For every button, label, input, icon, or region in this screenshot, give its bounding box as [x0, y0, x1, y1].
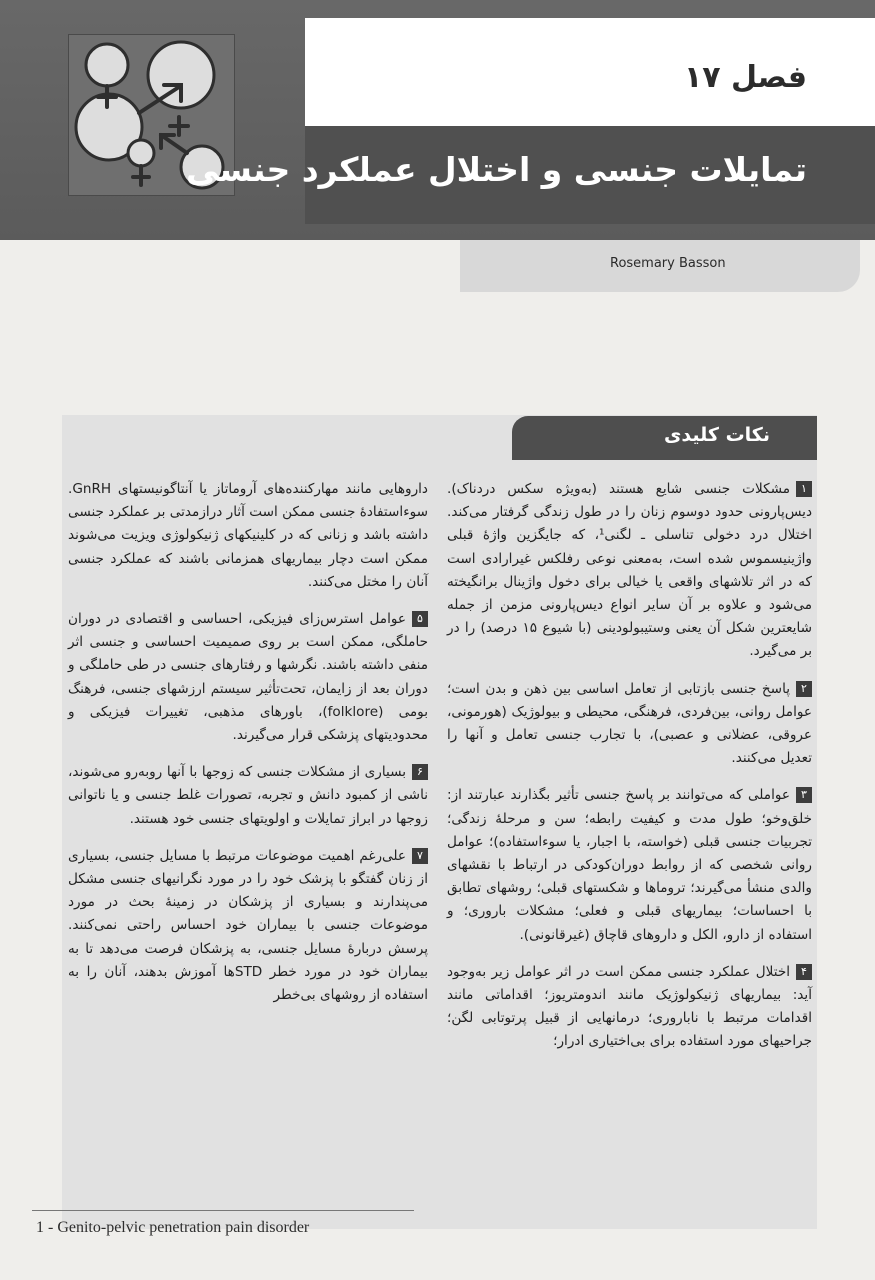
- item-number: ۶: [412, 764, 428, 780]
- key-points-column-right: [447, 478, 812, 1068]
- key-points-column-left: [68, 478, 428, 1021]
- female-symbol-icon: [128, 140, 154, 166]
- item-number: ۴: [796, 964, 812, 980]
- footnote-divider: [32, 1210, 414, 1211]
- author-name: Rosemary Basson: [610, 256, 726, 271]
- key-point-item: [68, 608, 428, 747]
- item-text: عواملی که می‌توانند بر پاسخ جنسی تأثیر بگذارند عبارتند از: خلق‌وخو؛ طول مدت و کیفیت رابطه؛ سن و مرحلهٔ زندگی؛ تجربیات جنسی قبلی (خواسته، با اجبار، یا سوءاستفاده)؛ عوامل روانی شخصی که از روابط دوران‌کودکی در ارتباط با نقشهای والدی منشأ می‌گیرند؛ تروماها و شکستهای قبلی؛ روشهای تطابق با احساسات؛ بیماریهای قبلی و فعلی؛ مشکلات باروری؛ و استفاده از دارو، الکل و داروهای قاچاق (غیرقانونی).: [447, 787, 812, 943]
- item-number: ۱: [796, 481, 812, 497]
- key-point-item: [447, 678, 812, 771]
- female-symbol-icon: [86, 44, 128, 86]
- chapter-title: تمایلات جنسی و اختلال عملکرد جنسی: [186, 150, 807, 189]
- item-text: علی‌رغم اهمیت موضوعات مرتبط با مسایل جنسی، بسیاری از زنان گفتگو با پزشک خود را در مورد نگرانیهای جنسی مشکل می‌پندارند و بسیاری از پزشکان در زمینهٔ بحث در مورد موضوعات جنسی با بیماران خود احساس راحتی نمی‌کنند. پرسش دربارهٔ مسایل جنسی، به پزشکان فرصت می‌دهد تا به بیماران خود در مورد خطر STDها آموزش بدهند، آنان را به استفاده از روشهای بی‌خطر: [68, 847, 429, 1004]
- key-point-item: [68, 761, 428, 831]
- item-text: بسیاری از مشکلات جنسی که زوجها با آنها روبه‌رو می‌شوند، ناشی از کمبود دانش و تجربه، تصورات غلط جنسی و یا ناتوانی زوجها در ابراز تمایلات و اولویتهای جنسی خود هستند.: [68, 764, 428, 827]
- item-number: ۲: [796, 681, 812, 697]
- item-text: مشکلات جنسی شایع هستند (به‌ویژه سکس دردناک). دیس‌پارونی حدود دوسوم زنان را در طول زندگی گرفتار می‌کند. اختلال درد دخولی تناسلی ـ لگنی¹، که جایگزین واژهٔ قبلی واژینیسموس شده است، به‌معنی نوعی رفلکس غیرارادی است که در اثر تلاشهای واقعی یا خیالی برای دخول واژینال برانگیخته می‌شود و علاوه بر آن سایر انواع دیس‌پارونی مزمن از جمله شایعترین شکل آن یعنی وستیبولودینی (با شیوع ۱۵ درصد) را در بر می‌گیرد.: [447, 481, 812, 660]
- item-number: ۷: [412, 848, 428, 864]
- item-number: ۳: [796, 787, 812, 803]
- key-point-item: [447, 478, 812, 664]
- item-text: پاسخ جنسی بازتابی از تعامل اساسی بین ذهن و بدن است؛ عوامل روانی، بین‌فردی، فرهنگی، محیطی و بیولوژیک (هورمونی، عروقی، عضلانی و عصبی)، با تجارب جنسی تعامل و آنها را تعدیل می‌کنند.: [447, 680, 812, 767]
- key-point-continuation: [68, 478, 428, 594]
- item-number: ۵: [412, 611, 428, 627]
- key-point-item: [68, 845, 428, 1007]
- footnote: 1 - Genito-pelvic penetration pain disorder: [36, 1219, 310, 1236]
- key-points-title: نکات کلیدی: [664, 424, 770, 446]
- key-point-item: [447, 961, 812, 1054]
- key-point-item: [447, 784, 812, 946]
- continuation-text: داروهایی مانند مهارکننده‌های آروماتاز یا آنتاگونیستهای GnRH. سوءاستفادهٔ جنسی ممکن است آثار درازمدتی بر عملکرد جنسی داشته باشد و زنانی که در کلینیکهای ژنیکولوژی ویزیت می‌شوند ممکن است دچار بیماریهای همزمانی باشند که عملکرد جنسی آنان را مختل می‌کنند.: [68, 481, 428, 590]
- item-text: عوامل استرس‌زای فیزیکی، احساسی و اقتصادی در دوران حاملگی، ممکن است بر روی صمیمیت احساسی و جنسی اثر منفی داشته باشند. نگرشها و رفتارهای جنسی در طی حاملگی و دوران بعد از زایمان، تحت‌تأثیر سیستم ارزشهای جنسی، فرهنگ بومی (folklore)، باورهای مذهبی، تغییرات فیزیکی و محدودیتهای پزشکی قرار می‌گیرند.: [68, 611, 428, 744]
- chapter-number: فصل ۱۷: [683, 60, 807, 95]
- item-text: اختلال عملکرد جنسی ممکن است در اثر عوامل زیر به‌وجود آید: بیماریهای ژنیکولوژیک مانند اندومتریوز؛ اقداماتی مانند اقدامات مرتبط با ناباروری؛ درمانهایی از قبیل پرتوتابی لگن؛ جراحیهای مورد استفاده برای بی‌اختیاری ادرار؛: [447, 963, 812, 1050]
